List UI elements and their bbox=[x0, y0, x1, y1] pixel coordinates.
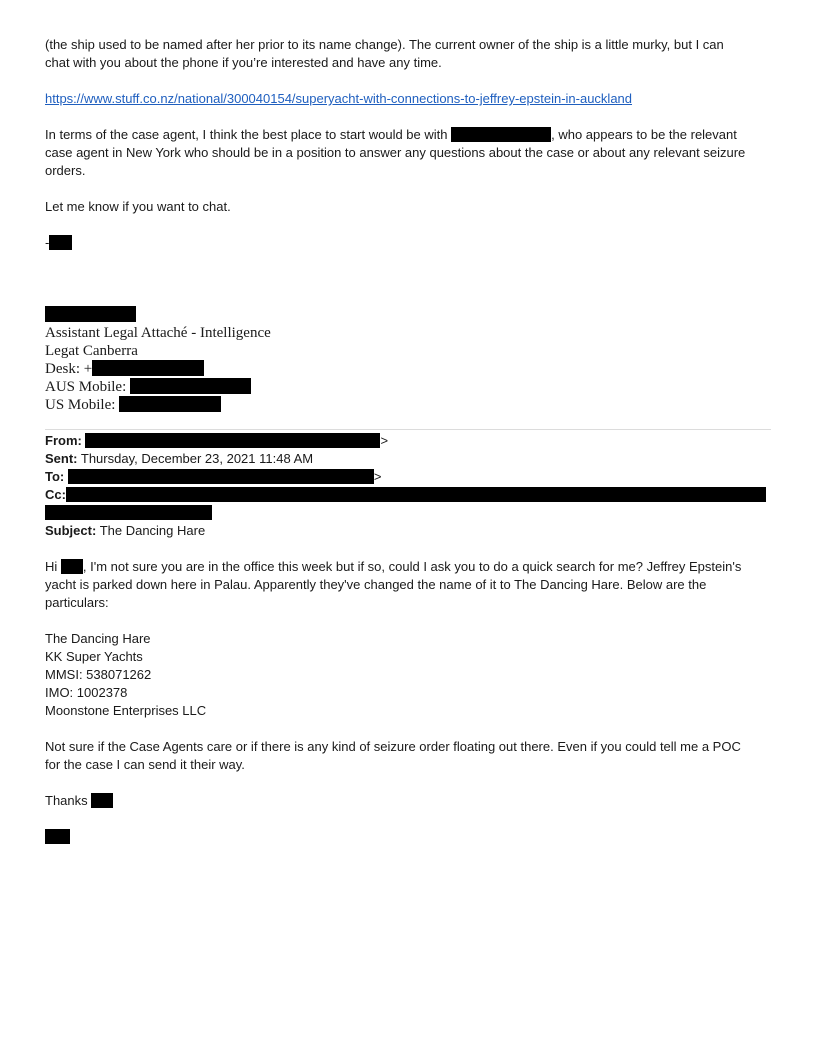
intro-line-2: chat with you about the phone if you’re interested and have any time. bbox=[45, 55, 442, 70]
signature-block bbox=[45, 306, 771, 414]
redaction-box bbox=[85, 433, 380, 448]
signature-us-mobile: US Mobile: bbox=[45, 396, 771, 414]
closing-line-1: Not sure if the Case Agents care or if there is any kind of seizure order floating out there. Even if you could tell me a POC bbox=[45, 739, 741, 754]
list-item: The Dancing Hare bbox=[45, 631, 151, 646]
signature-office: Legat Canberra bbox=[45, 343, 138, 359]
redaction-box bbox=[49, 235, 72, 250]
from-row: From: > bbox=[45, 433, 389, 448]
redaction-box bbox=[66, 487, 766, 502]
signature-desk: Desk: + bbox=[45, 360, 771, 378]
redaction-box bbox=[45, 829, 70, 844]
chat-line: Let me know if you want to chat. bbox=[45, 199, 231, 214]
redaction-box bbox=[119, 396, 221, 412]
body-line-3: particulars: bbox=[45, 595, 109, 610]
case-agent-line-1 bbox=[45, 126, 771, 144]
sign-off bbox=[45, 234, 771, 252]
list-item: Moonstone Enterprises LLC bbox=[45, 703, 207, 718]
redaction-box bbox=[451, 127, 551, 142]
case-agent-line-2: case agent in New York who should be in a position to answer any questions about the case or about any relevant seizure bbox=[45, 145, 746, 160]
redaction-box bbox=[91, 793, 113, 808]
body-line-1: Hi , I'm not sure you are in the office this week but if so, could I ask you to do a quick search for me? Jeffrey Epstein's bbox=[45, 559, 742, 574]
to-row: To: > bbox=[45, 469, 382, 484]
email-header bbox=[45, 432, 771, 540]
intro-line-1: (the ship used to be named after her prior to its name change). The current owner of the ship is a little murky, but I can bbox=[45, 37, 724, 52]
signature-title: Assistant Legal Attaché - Intelligence bbox=[45, 325, 271, 341]
redaction-box bbox=[45, 505, 212, 520]
case-agent-post: , who appears to be the relevant bbox=[551, 127, 737, 142]
redaction-box bbox=[45, 306, 136, 322]
sent-row: Sent: Thursday, December 23, 2021 11:48 AM bbox=[45, 451, 314, 466]
list-item: KK Super Yachts bbox=[45, 649, 143, 664]
case-agent-pre: In terms of the case agent, I think the best place to start would be with bbox=[45, 127, 448, 142]
header-divider bbox=[45, 429, 771, 430]
list-item: MMSI: 538071262 bbox=[45, 667, 152, 682]
redaction-box bbox=[68, 469, 374, 484]
subject-row: Subject: The Dancing Hare bbox=[45, 523, 206, 538]
cc-row: Cc: bbox=[45, 486, 771, 504]
case-agent-line-3: orders. bbox=[45, 163, 86, 178]
article-link[interactable]: https://www.stuff.co.nz/national/300040154/superyacht-with-connections-to-jeffrey-epstein-in-auckland bbox=[45, 91, 633, 106]
particulars-list bbox=[45, 630, 771, 720]
closing-line-2: for the case I can send it their way. bbox=[45, 757, 245, 772]
body-line-2: yacht is parked down here in Palau. Apparently they've changed the name of it to The Dancing Hare. Below are the bbox=[45, 577, 707, 592]
list-item: IMO: 1002378 bbox=[45, 685, 128, 700]
email-document bbox=[45, 36, 771, 846]
thanks-line: Thanks bbox=[45, 792, 771, 810]
sign-dash: - bbox=[45, 235, 50, 250]
redaction-box bbox=[130, 378, 251, 394]
redaction-box bbox=[92, 360, 204, 376]
signature-aus-mobile: AUS Mobile: bbox=[45, 378, 771, 396]
redaction-box bbox=[61, 559, 83, 574]
